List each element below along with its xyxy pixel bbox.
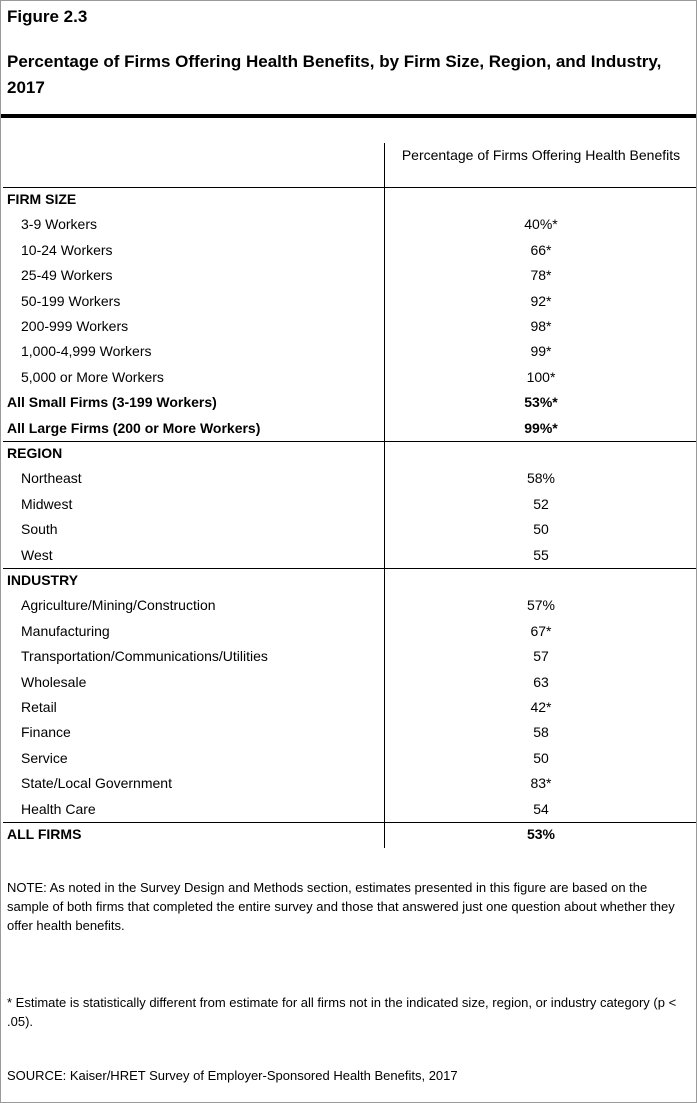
source-text: SOURCE: Kaiser/HRET Survey of Employer-Sponsored Health Benefits, 2017 [7,1068,458,1083]
row-value: 100* [526,369,556,385]
row-label: All Large Firms (200 or More Workers) [7,420,261,436]
row-label: 25-49 Workers [21,267,113,283]
row-value: 55 [533,547,549,563]
row-label: Finance [21,724,71,740]
row-label: South [21,521,58,537]
table-row [1,797,696,822]
figure-title: Percentage of Firms Offering Health Benefits, by Firm Size, Region, and Industry, 2017 [7,52,662,97]
row-label: 3-9 Workers [21,216,97,232]
row-label: REGION [7,445,63,461]
row-label: State/Local Government [21,775,172,791]
table-row [1,365,696,390]
row-label: Service [21,750,68,766]
row-label: 200-999 Workers [21,318,129,334]
row-value: 57 [533,648,549,664]
row-value: 50 [533,750,549,766]
column-header: Percentage of Firms Offering Health Benefits [401,147,681,163]
row-label: Northeast [21,470,82,486]
table-row [1,771,696,796]
row-value: 99* [530,343,552,359]
row-value: 78* [530,267,552,283]
section-heading [1,441,696,466]
table-row [1,543,696,568]
row-value: 83* [530,775,552,791]
row-value: 67* [530,623,552,639]
table-row [1,746,696,771]
row-value: 58% [526,470,556,486]
row-label: 1,000-4,999 Workers [21,343,152,359]
row-value: 98* [530,318,552,334]
row-label: Transportation/Communications/Utilities [21,648,268,664]
table-row [1,670,696,695]
row-value: 63 [533,674,549,690]
row-label: 50-199 Workers [21,293,121,309]
table-row [1,314,696,339]
row-label: Manufacturing [21,623,110,639]
row-label: Health Care [21,801,96,817]
row-value: 66* [530,242,552,258]
row-value: 50 [533,521,549,537]
table-row [1,517,696,542]
total-row [1,822,696,847]
title-divider [1,114,696,118]
table-row [1,593,696,618]
section-heading [1,568,696,593]
table-row [1,720,696,745]
row-label: FIRM SIZE [7,191,77,207]
row-label: 10-24 Workers [21,242,113,258]
table-row [1,695,696,720]
row-value: 54 [533,801,549,817]
row-label: Retail [21,699,57,715]
table-row [1,212,696,237]
table-row [1,416,696,441]
row-label: Agriculture/Mining/Construction [21,597,216,613]
row-value: 53% [526,826,556,842]
table-row [1,289,696,314]
row-label: All Small Firms (3-199 Workers) [7,394,217,410]
row-label: INDUSTRY [7,572,79,588]
row-value: 99%* [524,420,558,436]
table-row [1,339,696,364]
row-value: 53%* [524,394,558,410]
row-label: 5,000 or More Workers [21,369,164,385]
row-label: Midwest [21,496,73,512]
row-value: 52 [533,496,549,512]
section-heading [1,187,696,212]
row-value: 92* [530,293,552,309]
row-value: 40%* [524,216,558,232]
table-row [1,263,696,288]
row-value: 58 [533,724,549,740]
figure-label: Figure 2.3 [7,7,88,26]
note-text: NOTE: As noted in the Survey Design and Methods section, estimates presented in this figure are based on the sample of both firms that completed the entire survey and those that answered just one question about whether they offer health benefits. [7,880,675,933]
row-label: West [21,547,53,563]
table-row [1,492,696,517]
row-value: 57% [526,597,556,613]
table-row [1,390,696,415]
footnote-text: * Estimate is statistically different from estimate for all firms not in the indicated size, region, or industry category (p < .05). [7,995,677,1029]
row-value: 42* [530,699,552,715]
row-label: Wholesale [21,674,87,690]
table-row [1,644,696,669]
table-row [1,238,696,263]
table-row [1,466,696,491]
row-label: ALL FIRMS [7,826,82,842]
table-row [1,619,696,644]
